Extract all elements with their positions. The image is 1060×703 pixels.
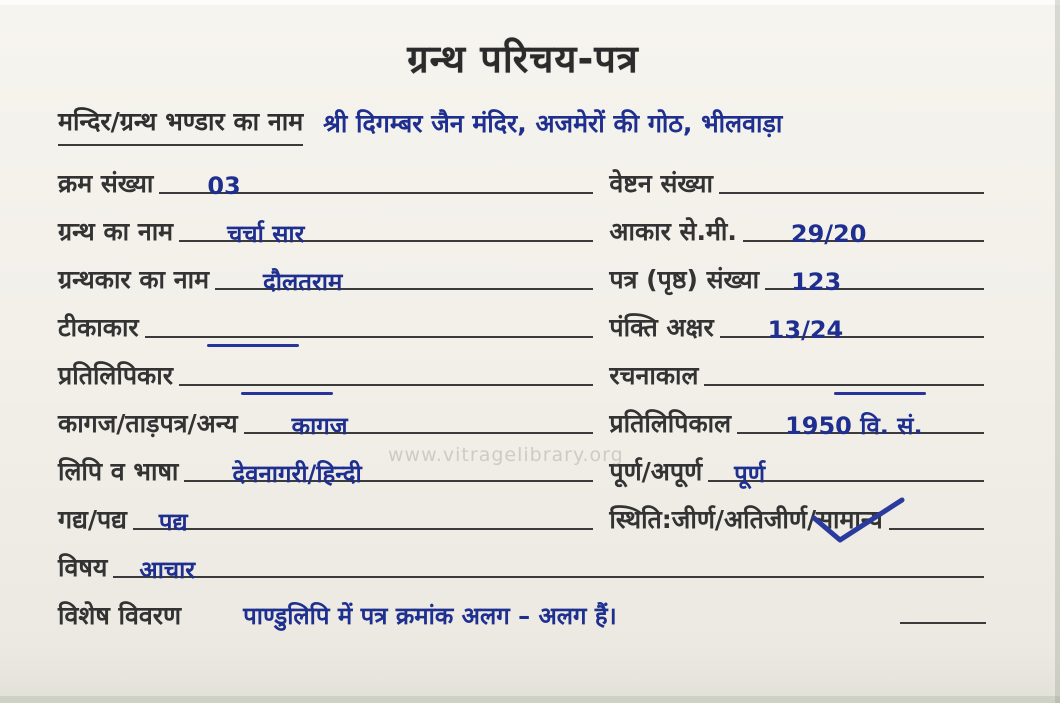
vishay-line [113,544,984,584]
gadya-padya-label: गद्य/पद्य [58,505,127,534]
lipi-bhasha-line [184,448,593,488]
field-kagaj [58,400,597,444]
form-rows [58,156,988,636]
veshtan-sankhya-label: वेष्टन संख्या [609,169,713,198]
aakar-label: आकार से.मी. [609,217,737,246]
row-script-complete [58,444,988,492]
library-watermark: www.vitragelibrary.org [388,444,624,466]
granth-naam-value: चर्चा सार [227,220,305,248]
veshtan-sankhya-line [719,160,984,194]
field-rachnakal [609,352,988,396]
sthiti-label-checked: सामान्य [816,505,883,534]
purn-apurn-value: पूर्ण [734,460,766,488]
lipi-bhasha-value: देवनागरी/हिन्दी [232,460,362,488]
scan-edge-right [1055,0,1060,703]
gadya-padya-line [133,496,593,536]
field-gadya-padya [58,496,597,540]
field-granthkar [58,256,597,300]
rachnakal-label: रचनाकाल [609,361,699,390]
vishay-label: विषय [58,553,108,582]
blank-dash [834,392,926,395]
purn-apurn-label: पूर्ण/अपूर्ण [609,457,703,486]
temple-name-label: मन्दिर/ग्रन्थ भण्डार का नाम [58,104,303,146]
row-scribe-date [58,348,988,396]
kram-sankhya-value: 03 [207,172,241,200]
pankti-akshar-line [720,304,984,344]
rachnakal-line [704,352,984,386]
patra-sankhya-line [765,256,984,296]
row-subject [58,540,988,588]
granthkar-value: दौलतराम [263,268,343,296]
granth-naam-line [179,208,593,248]
gadya-padya-value: पद्य [158,508,188,536]
field-aakar [609,208,988,252]
field-pratilipikal [609,400,988,444]
pratilipikal-label: प्रतिलिपिकाल [609,409,732,438]
field-granth-naam [58,208,597,252]
tikakar-label: टीकाकार [58,313,139,342]
pratilipikal-value: 1950 वि. सं. [785,412,923,440]
page-title: ग्रन्थ परिचय-पत्र [407,37,639,81]
sthiti-checked-option [816,502,883,540]
row-special-details [58,588,988,636]
row-author-pages [58,252,988,300]
vishesh-vivaran-label: विशेष विवरण [58,601,182,630]
granth-naam-label: ग्रन्थ का नाम [58,217,174,246]
field-lipi-bhasha [58,448,597,492]
field-patra-sankhya [609,256,988,300]
row-name-size [58,204,988,252]
field-tikakar [58,304,597,348]
temple-name-row [58,104,988,146]
temple-name-value: श्री दिगम्बर जैन मंदिर, अजमेरों की गोठ, भीलवाड़ा [323,109,783,138]
lipi-bhasha-label: लिपि व भाषा [58,457,179,486]
vishay-value: आचार [139,556,196,584]
row-serial-wrapper [58,156,988,204]
aakar-line [743,208,984,248]
blank-dash [207,344,299,347]
kram-sankhya-label: क्रम संख्या [58,169,154,198]
pankti-akshar-value: 13/24 [767,316,844,344]
kram-sankhya-line [159,160,593,200]
trailing-blank-line [900,622,986,624]
sthiti-label-prefix: स्थिति:जीर्ण/अतिजीर्ण/ [609,505,817,534]
vishesh-vivaran-value: पाण्डुलिपि में पत्र क्रमांक अलग – अलग हैं। [243,602,617,630]
aakar-value: 29/20 [790,220,867,248]
kagaj-label: कागज/ताड़पत्र/अन्य [58,409,238,438]
field-veshtan-sankhya [609,160,988,204]
purn-apurn-line [708,448,984,488]
blank-dash [241,392,333,395]
pratilipikal-line [737,400,984,440]
granthkar-label: ग्रन्थकार का नाम [58,265,210,294]
granthkar-line [215,256,593,296]
tikakar-line [145,304,594,338]
kagaj-value: कागज [291,412,348,440]
pratilipikar-line [179,352,593,386]
field-kram-sankhya [58,160,597,204]
kagaj-line [244,400,594,440]
scan-edge-top [0,0,1060,5]
patra-sankhya-label: पत्र (पृष्ठ) संख्या [609,265,760,294]
pankti-akshar-label: पंक्ति अक्षर [609,313,714,342]
field-sthiti [609,496,988,540]
scan-edge-bottom [0,696,1060,703]
sthiti-line [889,496,984,530]
pratilipikar-label: प्रतिलिपिकार [58,361,173,390]
row-commentator-lines [58,300,988,348]
field-purn-apurn [609,448,988,492]
field-pratilipikar [58,352,597,396]
row-material-copydate [58,396,988,444]
row-prose-condition [58,492,988,540]
patra-sankhya-value: 123 [791,268,842,296]
field-pankti-akshar [609,304,988,348]
